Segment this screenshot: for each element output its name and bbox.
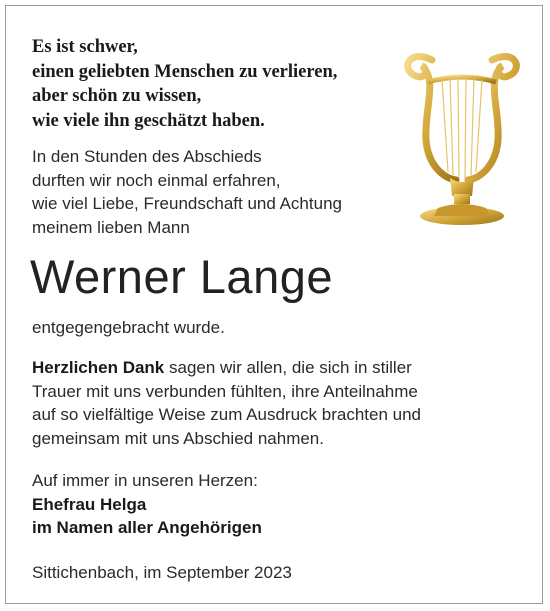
thanks-line: gemeinsam mit uns Abschied nahmen. xyxy=(32,428,324,448)
verse-line: einen geliebten Menschen zu verlieren, xyxy=(32,61,338,82)
signature-wife: Ehefrau Helga xyxy=(32,494,147,514)
place-date: Sittichenbach, im September 2023 xyxy=(32,563,292,582)
signature-block xyxy=(32,469,262,540)
thanks-line-rest: sagen wir allen, die sich in stiller xyxy=(164,358,412,377)
intro-line: In den Stunden des Abschieds xyxy=(32,147,262,166)
thanks-line xyxy=(32,356,421,380)
signature-intro: Auf immer in unseren Herzen: xyxy=(32,471,258,490)
intro-text xyxy=(32,145,342,239)
after-name-text: entgegengebracht wurde. xyxy=(32,318,225,337)
golden-lyre-icon xyxy=(398,40,526,230)
signature-family: im Namen aller Angehörigen xyxy=(32,518,262,537)
intro-line: wie viel Liebe, Freundschaft und Achtung xyxy=(32,194,342,213)
thanks-line: auf so vielfältige Weise zum Ausdruck brachten und xyxy=(32,405,422,424)
deceased-name: Werner Lange xyxy=(30,250,333,303)
verse-line: wie viele ihn geschätzt haben. xyxy=(32,110,265,131)
verse-line: aber schön zu wissen, xyxy=(32,86,202,106)
intro-line: meinem lieben Mann xyxy=(32,217,190,237)
verse-line: Es ist schwer, xyxy=(32,37,138,57)
intro-line: durften wir noch einmal erfahren, xyxy=(32,170,281,190)
thanks-paragraph xyxy=(32,356,421,450)
thanks-line: Trauer mit uns verbunden fühlten, ihre Anteilnahme xyxy=(32,381,418,401)
memorial-verse xyxy=(32,35,337,133)
thanks-bold: Herzlichen Dank xyxy=(32,358,165,377)
